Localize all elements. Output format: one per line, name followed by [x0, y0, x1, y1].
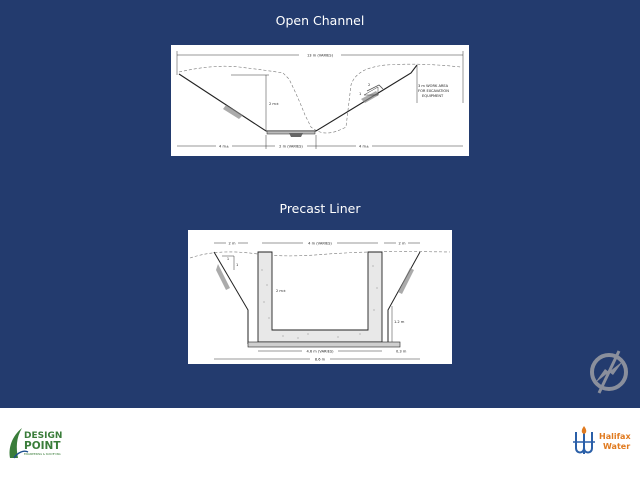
- design-point-leaf-icon: [10, 428, 23, 458]
- oc-work-area-line1: 3 m WORK AREA: [418, 84, 449, 88]
- pl-right-bench-label: 2 m: [398, 241, 406, 246]
- design-point-line2: POINT: [24, 440, 61, 452]
- oc-slope-run: 2: [368, 83, 371, 87]
- oc-slope-rise: 1: [359, 92, 362, 96]
- precast-liner-drawing: [188, 230, 452, 364]
- pl-overall-label: 8.6 m: [314, 357, 326, 362]
- design-point-line1: DESIGN: [24, 431, 63, 441]
- pl-inner-bottom-label: 4.6 m (VARIES): [306, 349, 334, 354]
- pl-top-width-label: 4 m (VARIES): [308, 241, 332, 246]
- precast-liner-svg: [188, 230, 452, 364]
- compass-icon: [585, 345, 633, 397]
- oc-depth-label: 2 m±: [269, 102, 279, 106]
- oc-existing-ground: [179, 64, 461, 133]
- oc-work-area-line3: EQUIPMENT: [422, 94, 444, 98]
- pl-base-slab: [248, 342, 400, 347]
- oc-left-run-label: 4 m±: [219, 144, 229, 149]
- open-channel-title: Open Channel: [275, 13, 365, 28]
- pl-slab-label: 0.3 m: [396, 349, 407, 354]
- open-channel-svg: [171, 45, 469, 156]
- precast-liner-title: Precast Liner: [279, 201, 361, 216]
- pl-right-slope: [388, 252, 420, 344]
- halifax-water-emblem-icon: [573, 426, 595, 454]
- halifax-line2: Water: [603, 442, 631, 451]
- pl-concrete-speckle: [261, 265, 377, 338]
- oc-soil-hatch-right: [361, 91, 379, 103]
- pl-soil-hatch-right: [398, 268, 414, 294]
- halifax-line1: Halifax: [599, 432, 631, 441]
- halifax-water-logo: [570, 424, 634, 460]
- pl-left-bench-label: 2 m: [228, 241, 236, 246]
- oc-top-width-label: 13 m (VARIES): [307, 53, 333, 58]
- pl-left-slope: [214, 252, 248, 344]
- oc-soil-hatch-left: [223, 105, 243, 119]
- footer: [0, 408, 640, 480]
- pl-slope-rise: 1: [236, 263, 239, 267]
- design-point-line3: ENGINEERING & SURVEYING: [24, 453, 61, 456]
- pl-depth-label: 2 m±: [276, 289, 286, 293]
- oc-work-area-line2: FOR EXCAVATION: [418, 89, 449, 93]
- design-point-logo: [6, 422, 76, 462]
- pl-right-height-label: 1.2 m: [394, 320, 405, 324]
- oc-bottom-width-label: 2 m (VARIES): [279, 144, 303, 149]
- oc-soil-hatch-bottom: [289, 133, 303, 137]
- oc-right-run-label: 4 m±: [359, 144, 369, 149]
- pl-precast-liner: [258, 252, 382, 342]
- open-channel-drawing: [171, 45, 469, 156]
- pl-slope-run: 1: [226, 257, 230, 261]
- oc-excavation-outline: [179, 65, 417, 131]
